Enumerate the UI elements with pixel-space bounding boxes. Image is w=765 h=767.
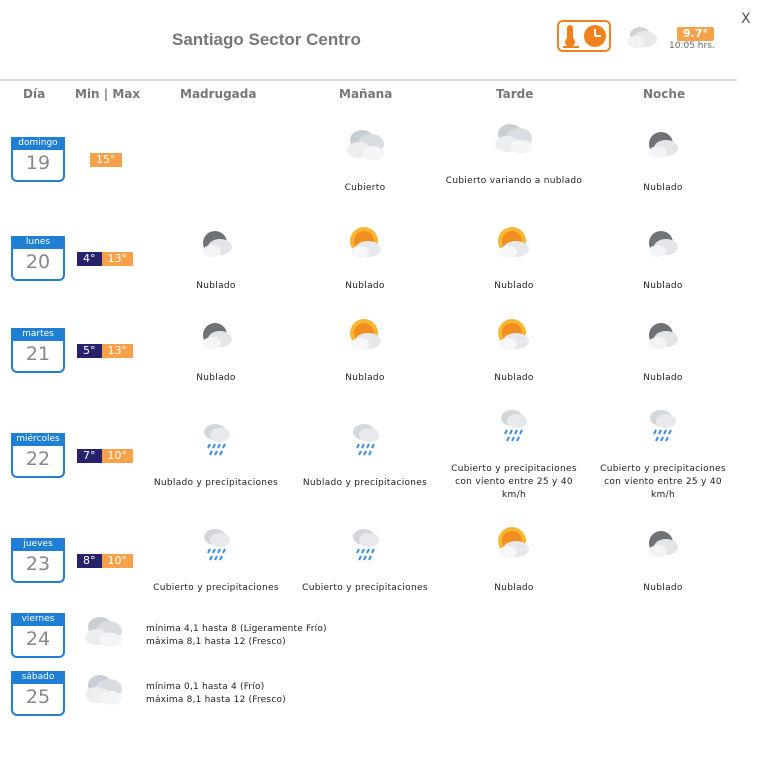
forecast-caption: Cubierto variando a nublado	[445, 176, 583, 186]
day-date: 23	[25, 553, 51, 575]
forecast-caption: Nublado	[345, 373, 385, 383]
temp-max: 13°	[102, 344, 134, 358]
temp-max: 13°	[102, 252, 134, 266]
extended-summary	[146, 681, 286, 707]
day-name: lunes	[13, 236, 63, 249]
extended-max-line: máxima 8,1 hasta 12 (Fresco)	[146, 695, 286, 705]
day-card-sabado	[11, 671, 65, 716]
forecast-caption: Cubierto y precipitaciones con viento entre 25 y 40 km/h	[451, 464, 577, 500]
day-date: 22	[25, 448, 51, 470]
history-button[interactable]	[557, 20, 611, 52]
weather-icon	[82, 613, 126, 651]
day-card-miercoles	[11, 433, 65, 478]
forecast-caption: Nublado y precipitaciones	[302, 478, 428, 488]
forecast-caption: Nublado	[494, 281, 534, 291]
temp-range	[77, 449, 133, 463]
current-time: 10:05 hrs.	[669, 41, 715, 51]
forecast-caption: Nublado	[345, 281, 385, 291]
extended-max-line: máxima 8,1 hasta 12 (Fresco)	[146, 637, 286, 647]
forecast-caption: Nublado	[643, 583, 683, 593]
weather-icon	[195, 317, 239, 355]
day-date: 20	[25, 251, 51, 273]
weather-icon	[641, 317, 685, 355]
header-day: Día	[23, 87, 46, 101]
header-minmax: Min | Max	[75, 87, 141, 101]
forecast-caption: Nublado	[643, 373, 683, 383]
header-tarde: Tarde	[496, 87, 534, 101]
temp-range	[77, 554, 133, 568]
day-date: 25	[25, 686, 51, 708]
forecast-caption: Nublado	[196, 281, 236, 291]
forecast-caption: Nublado y precipitaciones	[153, 478, 279, 488]
day-name: martes	[13, 328, 63, 341]
extended-summary	[146, 623, 327, 649]
forecast-caption: Cubierto y precipitaciones	[302, 583, 428, 593]
day-date: 24	[25, 628, 51, 650]
forecast-caption: Cubierto y precipitaciones con viento entre 25 y 40 km/h	[600, 464, 726, 500]
weather-icon	[641, 126, 685, 164]
temp-min: 5°	[77, 344, 102, 358]
weather-icon	[641, 225, 685, 263]
day-date: 19	[25, 152, 51, 174]
weather-icon	[641, 406, 685, 444]
temp-range	[77, 252, 133, 266]
current-temperature: 9.7°	[677, 27, 714, 41]
weather-icon	[492, 120, 536, 158]
weather-icon	[344, 225, 388, 263]
day-name: sábado	[13, 671, 63, 684]
day-card-lunes	[11, 236, 65, 281]
temp-min: 8°	[77, 554, 102, 568]
temp-max: 10°	[102, 554, 134, 568]
extended-min-line: mínima 0,1 hasta 4 (Frío)	[146, 682, 265, 692]
temp-max: 15°	[90, 153, 122, 167]
forecast-caption: Cubierto	[344, 183, 386, 193]
thermometer-clock-icon	[559, 22, 609, 50]
day-card-domingo	[11, 137, 65, 182]
forecast-caption: Nublado	[494, 373, 534, 383]
weather-icon	[344, 525, 388, 563]
extended-min-line: mínima 4,1 hasta 8 (Ligeramente Frío)	[146, 624, 327, 634]
weather-icon	[344, 420, 388, 458]
weather-icon	[492, 525, 536, 563]
day-card-viernes	[11, 613, 65, 658]
temp-range	[77, 344, 133, 358]
forecast-caption: Nublado	[643, 183, 683, 193]
weather-icon	[344, 126, 388, 164]
temp-range	[90, 153, 122, 167]
weather-icon	[492, 317, 536, 355]
weather-icon	[344, 317, 388, 355]
day-name: domingo	[13, 137, 63, 150]
forecast-caption: Nublado	[643, 281, 683, 291]
page-title: Santiago Sector Centro	[172, 30, 361, 49]
day-card-martes	[11, 328, 65, 373]
close-button[interactable]: X	[741, 11, 751, 27]
day-name: jueves	[13, 538, 63, 551]
day-name: miércoles	[13, 433, 63, 446]
forecast-caption: Nublado	[196, 373, 236, 383]
weather-icon	[195, 420, 239, 458]
weather-icon	[195, 225, 239, 263]
header-madrugada: Madrugada	[180, 87, 257, 101]
temp-min: 4°	[77, 252, 102, 266]
weather-icon	[195, 525, 239, 563]
header-noche: Noche	[643, 87, 686, 101]
forecast-caption: Nublado	[494, 583, 534, 593]
day-card-jueves	[11, 538, 65, 583]
day-date: 21	[25, 343, 51, 365]
day-name: viernes	[13, 613, 63, 626]
weather-icon	[492, 225, 536, 263]
weather-icon	[82, 671, 126, 709]
current-weather-icon	[626, 24, 660, 54]
forecast-caption: Cubierto y precipitaciones	[153, 583, 279, 593]
weather-icon	[641, 525, 685, 563]
weather-icon	[492, 406, 536, 444]
header-divider	[0, 79, 737, 81]
temp-min: 7°	[77, 449, 102, 463]
temp-max: 10°	[102, 449, 134, 463]
header-manana: Mañana	[339, 87, 393, 101]
